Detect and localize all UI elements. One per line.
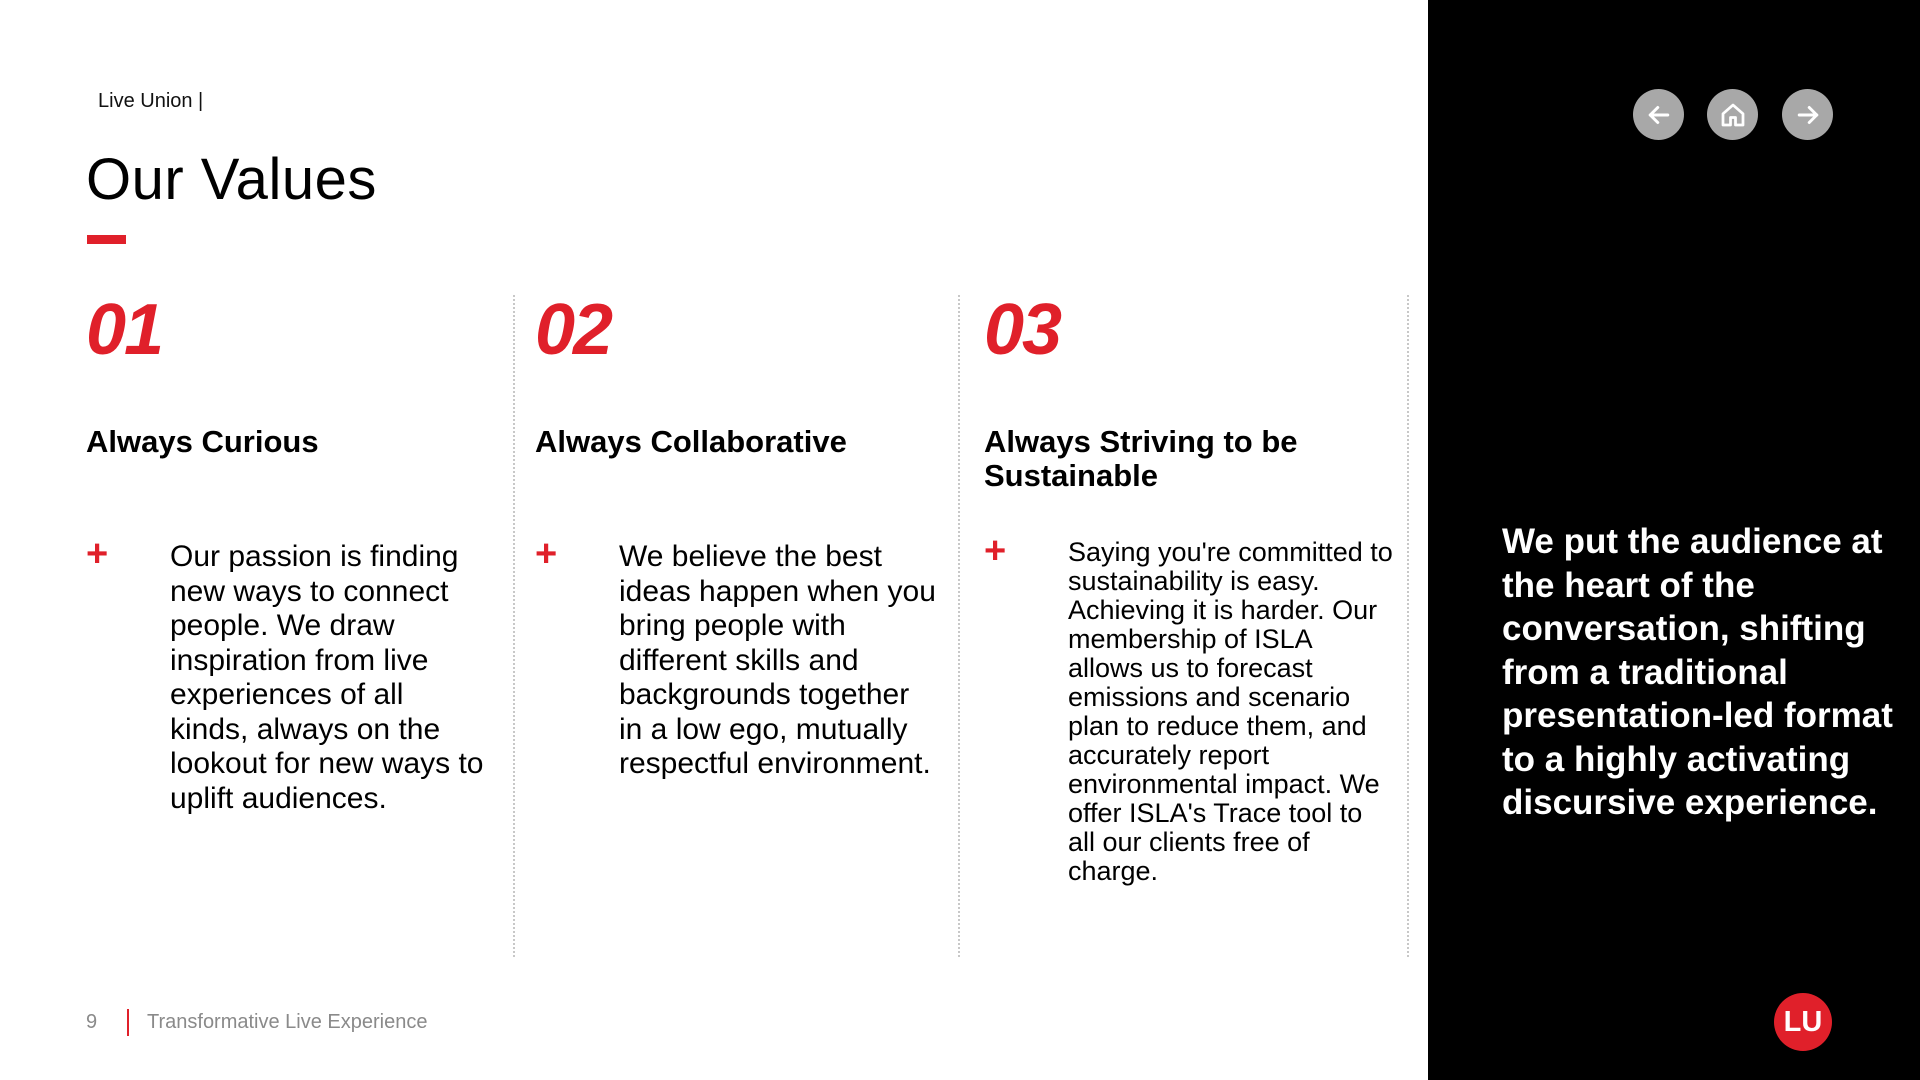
value-card-1	[86, 290, 484, 960]
value-heading: Always Collaborative	[535, 424, 847, 459]
value-number: 02	[535, 290, 612, 370]
arrow-right-icon	[1793, 100, 1823, 130]
brand-logo: LU	[1774, 993, 1832, 1051]
value-description: Our passion is finding new ways to connect people. We draw inspiration from live experiences of all kinds, always on the lookout for new ways to uplift audiences.	[170, 540, 484, 815]
home-button[interactable]	[1707, 89, 1758, 140]
column-divider	[513, 295, 515, 957]
brand-label: Live Union |	[98, 90, 204, 112]
plus-icon: +	[984, 530, 1007, 572]
page-title: Our Values	[86, 147, 377, 212]
value-card-3	[984, 290, 1393, 960]
next-slide-button[interactable]	[1782, 89, 1833, 140]
value-number: 01	[86, 290, 163, 370]
side-panel	[1428, 0, 1920, 1080]
footer-text: Transformative Live Experience	[147, 1011, 428, 1033]
plus-icon: +	[535, 533, 558, 575]
column-divider	[958, 295, 960, 957]
home-icon	[1718, 100, 1748, 130]
value-heading: Always Striving to be Sustainable	[984, 424, 1298, 493]
value-card-2	[535, 290, 935, 960]
plus-icon: +	[86, 533, 109, 575]
footer-divider	[127, 1009, 129, 1036]
value-heading: Always Curious	[86, 424, 319, 459]
value-number: 03	[984, 290, 1061, 370]
title-underline	[87, 235, 126, 244]
value-description: We believe the best ideas happen when you bring people with different skills and backgrounds together in a low ego, mutually respectful environment.	[619, 540, 936, 780]
audience-quote: We put the audience at the heart of the conversation, shifting from a traditional presentation-led format to a highly activating discursive experience.	[1502, 522, 1893, 822]
column-divider	[1407, 295, 1409, 957]
page-number: 9	[86, 1011, 98, 1033]
arrow-left-icon	[1644, 100, 1674, 130]
previous-slide-button[interactable]	[1633, 89, 1684, 140]
value-description: Saying you're committed to sustainability is easy. Achieving it is harder. Our membership of ISLA allows us to forecast emissions and scenario plan to reduce them, and accurately report environmental impact. We offer ISLA's Trace tool to all our clients free of charge.	[1068, 537, 1393, 886]
